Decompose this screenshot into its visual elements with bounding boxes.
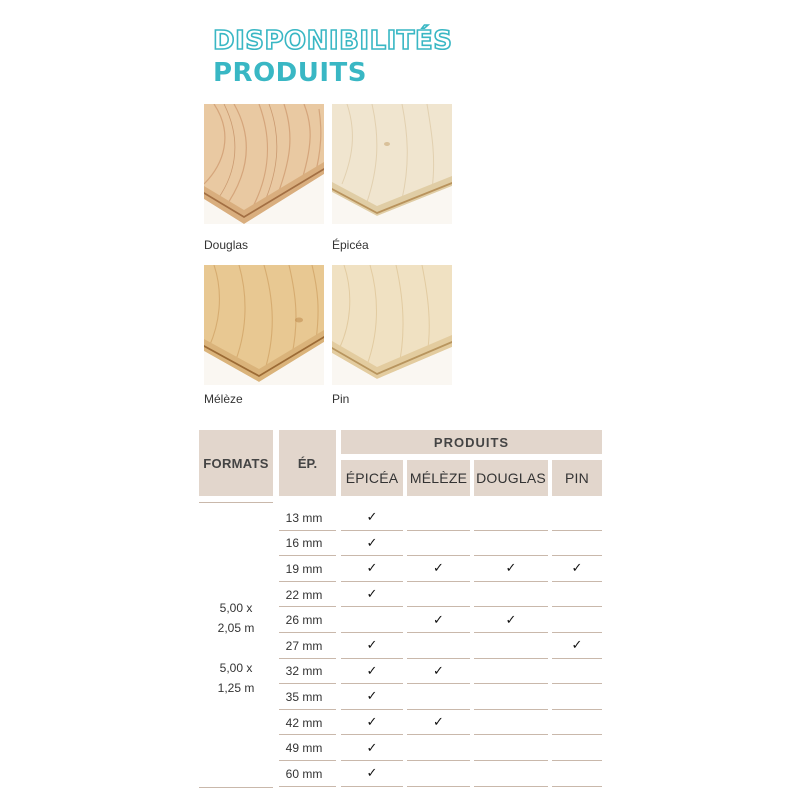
meleze-board-image	[204, 265, 324, 385]
availability-cell-epicea	[341, 735, 403, 761]
thickness-cell: 19 mm	[285, 561, 323, 576]
availability-cell-epicea	[341, 761, 403, 787]
check-icon: ✓	[433, 561, 444, 577]
wood-label-douglas: Douglas	[204, 238, 249, 252]
availability-cell-meleze	[407, 684, 470, 710]
availability-table	[199, 430, 602, 790]
thickness-cell: 22 mm	[285, 587, 323, 602]
table-row	[199, 633, 602, 659]
thickness-cell: 13 mm	[285, 510, 323, 525]
thickness-cell: 42 mm	[285, 715, 323, 730]
format-top-rule	[199, 502, 273, 503]
header-thickness: ÉP.	[279, 430, 336, 496]
row-rule	[407, 786, 470, 787]
format-1-line-1: 5,00 x	[219, 601, 253, 615]
availability-cell-pin	[552, 505, 602, 531]
availability-cell-epicea	[341, 633, 403, 659]
availability-cell-meleze	[407, 659, 470, 685]
table-row	[199, 684, 602, 710]
table-row	[199, 710, 602, 736]
check-icon: ✓	[366, 561, 378, 577]
wood-label-meleze: Mélèze	[204, 392, 243, 406]
thickness-cell: 27 mm	[285, 638, 323, 653]
check-icon: ✓	[366, 587, 378, 603]
availability-cell-meleze	[407, 556, 470, 582]
check-icon: ✓	[366, 740, 378, 756]
check-icon: ✓	[505, 561, 517, 577]
check-icon: ✓	[433, 715, 444, 731]
availability-cell-douglas	[474, 659, 548, 685]
availability-cell-pin	[552, 633, 602, 659]
availability-cell-meleze	[407, 582, 470, 608]
wood-swatch-meleze	[204, 265, 324, 385]
check-icon: ✓	[366, 663, 378, 679]
wood-label-epicea: Épicéa	[332, 238, 369, 252]
row-rule	[341, 786, 403, 787]
thickness-cell: 49 mm	[285, 741, 323, 756]
availability-cell-douglas	[474, 684, 548, 710]
wood-swatch-pin	[332, 265, 452, 385]
availability-cell-douglas	[474, 710, 548, 736]
table-row	[199, 582, 602, 608]
availability-cell-meleze	[407, 633, 470, 659]
availability-cell-meleze	[407, 761, 470, 787]
wood-label-pin: Pin	[332, 392, 350, 406]
header-douglas: DOUGLAS	[474, 460, 548, 496]
check-icon: ✓	[366, 638, 378, 654]
table-row	[199, 761, 602, 787]
table-row	[199, 505, 602, 531]
availability-cell-pin	[552, 761, 602, 787]
availability-cell-pin	[552, 684, 602, 710]
availability-cell-meleze	[407, 531, 470, 557]
availability-cell-douglas	[474, 582, 548, 608]
douglas-board-image	[204, 104, 324, 224]
header-meleze: MÉLÈZE	[407, 460, 470, 496]
check-icon: ✓	[571, 561, 583, 577]
check-icon: ✓	[366, 715, 378, 731]
availability-cell-meleze	[407, 710, 470, 736]
availability-cell-meleze	[407, 735, 470, 761]
availability-cell-meleze	[407, 607, 470, 633]
wood-swatch-douglas	[204, 104, 324, 224]
availability-cell-pin	[552, 582, 602, 608]
check-icon: ✓	[366, 689, 378, 705]
format-2-line-2: 1,25 m	[217, 681, 255, 695]
availability-cell-pin	[552, 607, 602, 633]
availability-cell-epicea	[341, 505, 403, 531]
page-title-line-2: PRODUITS	[213, 58, 368, 88]
check-icon: ✓	[571, 638, 583, 654]
check-icon: ✓	[505, 612, 517, 628]
header-formats: FORMATS	[199, 430, 273, 496]
table-row	[199, 531, 602, 557]
format-bottom-rule	[199, 787, 273, 788]
availability-cell-douglas	[474, 607, 548, 633]
availability-cell-epicea	[341, 582, 403, 608]
thickness-cell: 60 mm	[285, 766, 323, 781]
availability-cell-pin	[552, 735, 602, 761]
availability-cell-pin	[552, 531, 602, 557]
availability-cell-douglas	[474, 761, 548, 787]
availability-cell-douglas	[474, 556, 548, 582]
format-2-line-1: 5,00 x	[219, 661, 253, 675]
table-row	[199, 607, 602, 633]
pin-board-image	[332, 265, 452, 385]
availability-cell-epicea	[341, 531, 403, 557]
check-icon: ✓	[433, 612, 444, 628]
header-epicea: ÉPICÉA	[341, 460, 403, 496]
check-icon: ✓	[366, 510, 378, 526]
format-1-line-2: 2,05 m	[217, 621, 255, 635]
thickness-cell: 32 mm	[285, 664, 323, 679]
header-pin: PIN	[552, 460, 602, 496]
header-produits: PRODUITS	[341, 430, 602, 454]
page-title-line-1: DISPONIBILITÉS	[213, 26, 453, 56]
check-icon: ✓	[366, 766, 378, 782]
availability-cell-epicea	[341, 684, 403, 710]
thickness-cell: 35 mm	[285, 689, 323, 704]
check-icon: ✓	[366, 535, 378, 551]
availability-cell-epicea	[341, 607, 403, 633]
table-row	[199, 735, 602, 761]
table-row	[199, 556, 602, 582]
availability-cell-epicea	[341, 556, 403, 582]
wood-swatch-epicea	[332, 104, 452, 224]
thickness-cell: 16 mm	[285, 536, 323, 551]
thickness-cell: 26 mm	[285, 613, 323, 628]
availability-cell-douglas	[474, 531, 548, 557]
row-rule	[279, 786, 336, 787]
availability-cell-douglas	[474, 505, 548, 531]
availability-cell-meleze	[407, 505, 470, 531]
row-rule	[474, 786, 548, 787]
availability-cell-pin	[552, 710, 602, 736]
availability-cell-douglas	[474, 633, 548, 659]
availability-cell-epicea	[341, 710, 403, 736]
row-rule	[552, 786, 602, 787]
availability-cell-pin	[552, 556, 602, 582]
check-icon: ✓	[433, 663, 444, 679]
availability-cell-pin	[552, 659, 602, 685]
availability-cell-douglas	[474, 735, 548, 761]
availability-cell-epicea	[341, 659, 403, 685]
table-row	[199, 659, 602, 685]
epicea-board-image	[332, 104, 452, 224]
